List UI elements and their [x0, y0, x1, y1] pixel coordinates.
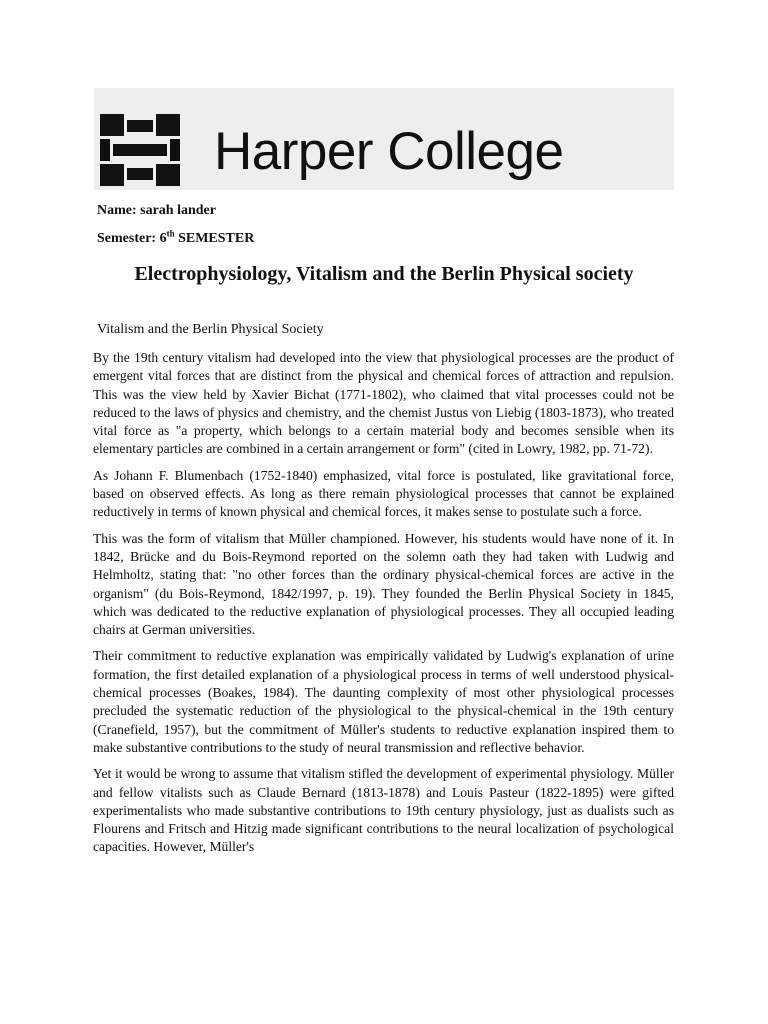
section-heading: Vitalism and the Berlin Physical Society [97, 322, 324, 337]
paragraph: As Johann F. Blumenbach (1752-1840) emphasized, vital force is postulated, like gravitational force, based on observed effects. As long as there remain physiological processes that cannot be explained reductively in terms of known physical and chemical forces, it makes sense to postulate such a force. [93, 467, 674, 520]
semester-ordinal-suffix: th [166, 228, 175, 239]
paragraph: This was the form of vitalism that Müller championed. However, his students would have none of it. In 1842, Brücke and du Bois-Reymond reported on the solemn oath they had taken with Ludwig and Helmholtz, stating that: "no other forces than the ordinary physical-chemical forces are active in the organism" (du Bois-Reymond, 1842/1997, p. 19). They founded the Berlin Physical Society in 1845, which was dedicated to the reductive explanation of physiological processes. They all occupied leading chairs at German universities. [93, 530, 674, 638]
student-name: Name: sarah lander [97, 203, 216, 218]
paragraph: By the 19th century vitalism had developed into the view that physiological processes are the product of emergent vital forces that are distinct from the physical and chemical forces of attraction and repulsion. This was the view held by Xavier Bichat (1771-1802), who claimed that vital processes could not be reduced to the laws of physics and chemistry, and the chemist Justus von Liebig (1803-1873), who treated vital force as "a property, which belongs to a certain material body and becomes sensible when its elementary particles are combined in a certain arrangement or form" (cited in Lowry, 1982, pp. 71-72). [93, 350, 674, 457]
semester-suffix: SEMESTER [174, 231, 255, 246]
harper-college-logo-icon [100, 114, 180, 186]
semester-prefix: Semester: 6 [97, 231, 167, 246]
paragraph: Their commitment to reductive explanation was empirically validated by Ludwig's explanation of urine formation, the first detailed explanation of a physiological process in terms of well understood physical-chemical processes (Boakes, 1984). The daunting complexity of most other physiological processes precluded the systematic reduction of the physiological to the physical-chemical in the 19th century (Cranefield, 1957), but the commitment of Müller's students to reductive explanation inspired them to make substantive contributions to the study of neural transmission and reflective behavior. [93, 648, 674, 755]
college-name: Harper College [214, 122, 564, 181]
document-body [93, 349, 674, 865]
college-banner [94, 88, 674, 190]
paragraph: Yet it would be wrong to assume that vitalism stifled the development of experimental physiology. Müller and fellow vitalists such as Claude Bernard (1813-1878) and Louis Pasteur (1822-1895) were gifted experimentalists who made substantive contributions to 19th century physiology, just as dualists such as Flourens and Fritsch and Hitzig made significant contributions to the neural localization of psychological capacities. However, Müller's [93, 766, 674, 855]
semester-line [97, 230, 254, 248]
document-title: Electrophysiology, Vitalism and the Berlin Physical society [134, 263, 634, 285]
